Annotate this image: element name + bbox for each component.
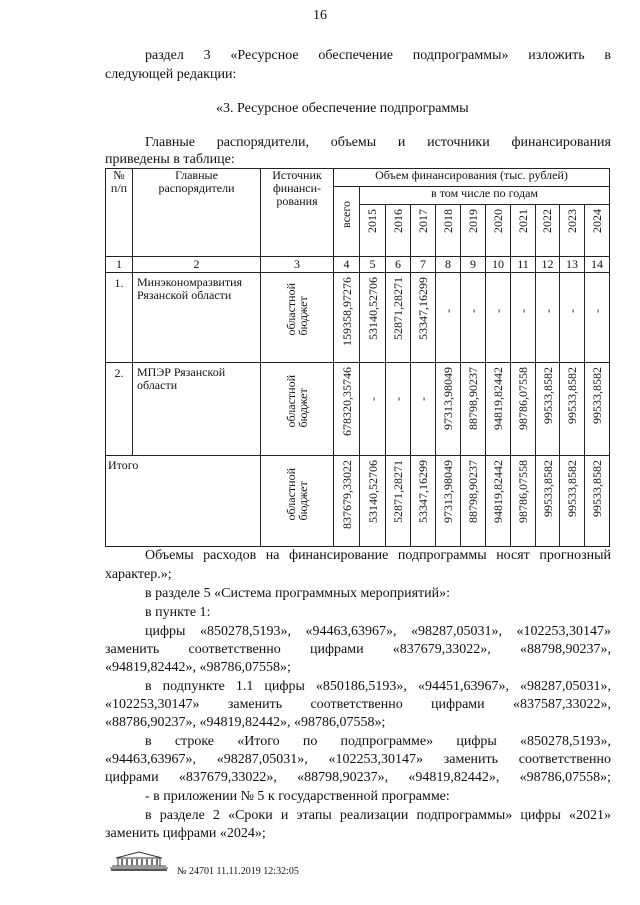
body-line: в пункте 1:	[145, 605, 211, 620]
row-source: областной бюджет	[261, 273, 334, 363]
year-2019: 2019	[461, 205, 486, 257]
row-value: 52871,28271	[386, 273, 411, 363]
row-value: 97313,98049	[436, 456, 461, 547]
row-value: 99533,8582	[585, 456, 610, 547]
col-number: 6	[386, 257, 411, 273]
row-value: -	[560, 273, 585, 363]
row-value: 94819,82442	[486, 456, 511, 547]
year-2015: 2015	[360, 205, 386, 257]
row-value: -	[411, 363, 436, 456]
table-row-total	[106, 456, 610, 547]
row-total: 159358,97276	[334, 273, 360, 363]
table-intro-line-1: Главные распорядители, объемы и источники финансирования	[145, 135, 611, 150]
building-emblem-icon	[108, 850, 170, 872]
year-2023: 2023	[560, 205, 585, 257]
table-intro-line-2: приведены в таблице:	[105, 152, 235, 167]
table-row	[106, 363, 610, 456]
row-value: -	[360, 363, 386, 456]
year-2018: 2018	[436, 205, 461, 257]
row-value: -	[486, 273, 511, 363]
row-value: 53140,52706	[360, 273, 386, 363]
row-value: -	[461, 273, 486, 363]
row-total-label: Итого	[106, 456, 261, 547]
row-value: 99533,8582	[585, 363, 610, 456]
row-value: -	[511, 273, 536, 363]
col-number: 13	[560, 257, 585, 273]
body-line: «102253,30147» заменить соответственно цифрами «837587,33022»,	[105, 697, 611, 712]
row-value: 88798,90237	[461, 456, 486, 547]
row-value: 53347,16299	[411, 456, 436, 547]
row-value: 88798,90237	[461, 363, 486, 456]
header-managers: Главные распорядители	[133, 169, 261, 257]
row-value: 99533,8582	[560, 456, 585, 547]
column-numbers-row	[106, 257, 610, 273]
year-2020: 2020	[486, 205, 511, 257]
col-number: 10	[486, 257, 511, 273]
row-value: 53140,52706	[360, 456, 386, 547]
row-total: 837679,33022	[334, 456, 360, 547]
year-2017: 2017	[411, 205, 436, 257]
row-no: 1.	[106, 273, 133, 363]
year-2016: 2016	[386, 205, 411, 257]
row-manager: Минэкономразвития Рязанской области	[133, 273, 261, 363]
body-line: в разделе 5 «Система программных мероприятий»:	[145, 586, 451, 601]
body-line: заменить соответственно цифрами «837679,33022», «88798,90237»,	[105, 642, 611, 657]
col-number: 12	[536, 257, 560, 273]
row-value: 98786,07558	[511, 456, 536, 547]
intro-line-1: раздел 3 «Ресурсное обеспечение подпрограммы» изложить в	[145, 48, 611, 63]
col-number: 11	[511, 257, 536, 273]
year-2022: 2022	[536, 205, 560, 257]
body-line: в подпункте 1.1 цифры «850186,5193», «94451,63967», «98287,05031»,	[145, 679, 611, 694]
intro-line-2: следующей редакции:	[105, 67, 237, 82]
header-row-1	[106, 169, 610, 187]
row-value: -	[436, 273, 461, 363]
body-line: характер.»;	[105, 567, 172, 582]
row-value: -	[536, 273, 560, 363]
section-title: «3. Ресурсное обеспечение подпрограммы	[216, 101, 469, 116]
col-number: 14	[585, 257, 610, 273]
row-value: -	[386, 363, 411, 456]
row-value: 99533,8582	[536, 456, 560, 547]
body-line: заменить цифрами «2024»;	[105, 826, 266, 841]
document-footer: № 24701 11.11.2019 12:32:05	[177, 866, 299, 877]
body-line: - в приложении № 5 к государственной программе:	[145, 789, 450, 804]
row-value: 98786,07558	[511, 363, 536, 456]
row-value: 97313,98049	[436, 363, 461, 456]
col-number: 2	[133, 257, 261, 273]
page-number: 16	[313, 8, 327, 23]
body-line: цифры «850278,5193», «94463,63967», «98287,05031», «102253,30147»	[145, 624, 611, 639]
row-no: 2.	[106, 363, 133, 456]
row-value: -	[585, 273, 610, 363]
row-value: 99533,8582	[536, 363, 560, 456]
table-row	[106, 273, 610, 363]
row-value: 53347,16299	[411, 273, 436, 363]
body-line: в разделе 2 «Сроки и этапы реализации подпрограммы» цифры «2021»	[145, 808, 611, 823]
col-number: 3	[261, 257, 334, 273]
col-number: 5	[360, 257, 386, 273]
year-2024: 2024	[585, 205, 610, 257]
row-source: областной бюджет	[261, 363, 334, 456]
row-value: 94819,82442	[486, 363, 511, 456]
body-line: «88786,90237», «94819,82442», «98786,07558»;	[105, 715, 386, 730]
row-value: 52871,28271	[386, 456, 411, 547]
col-number: 4	[334, 257, 360, 273]
col-number: 7	[411, 257, 436, 273]
row-value: 99533,8582	[560, 363, 585, 456]
year-2021: 2021	[511, 205, 536, 257]
header-no: № п/п	[106, 169, 133, 257]
row-source: областной бюджет	[261, 456, 334, 547]
header-total: всего	[334, 187, 360, 257]
row-total: 678320,35746	[334, 363, 360, 456]
header-volume: Объем финансирования (тыс. рублей)	[334, 169, 610, 187]
body-line: цифрами «837679,33022», «88798,90237», «94819,82442», «98786,07558»;	[105, 770, 611, 785]
body-line: в строке «Итого по подпрограмме» цифры «850278,5193»,	[145, 734, 611, 749]
col-number: 9	[461, 257, 486, 273]
body-line: «94819,82442», «98786,07558»;	[105, 660, 291, 675]
header-source: Источник финанси- рования	[261, 169, 334, 257]
financing-table	[105, 168, 610, 547]
col-number: 8	[436, 257, 461, 273]
header-by-years: в том числе по годам	[360, 187, 610, 205]
col-number: 1	[106, 257, 133, 273]
row-manager: МПЭР Рязанской области	[133, 363, 261, 456]
body-line: Объемы расходов на финансирование подпрограммы носят прогнозный	[145, 548, 611, 563]
body-line: «94463,63967», «98287,05031», «102253,30147» заменить соответственно	[105, 752, 611, 767]
